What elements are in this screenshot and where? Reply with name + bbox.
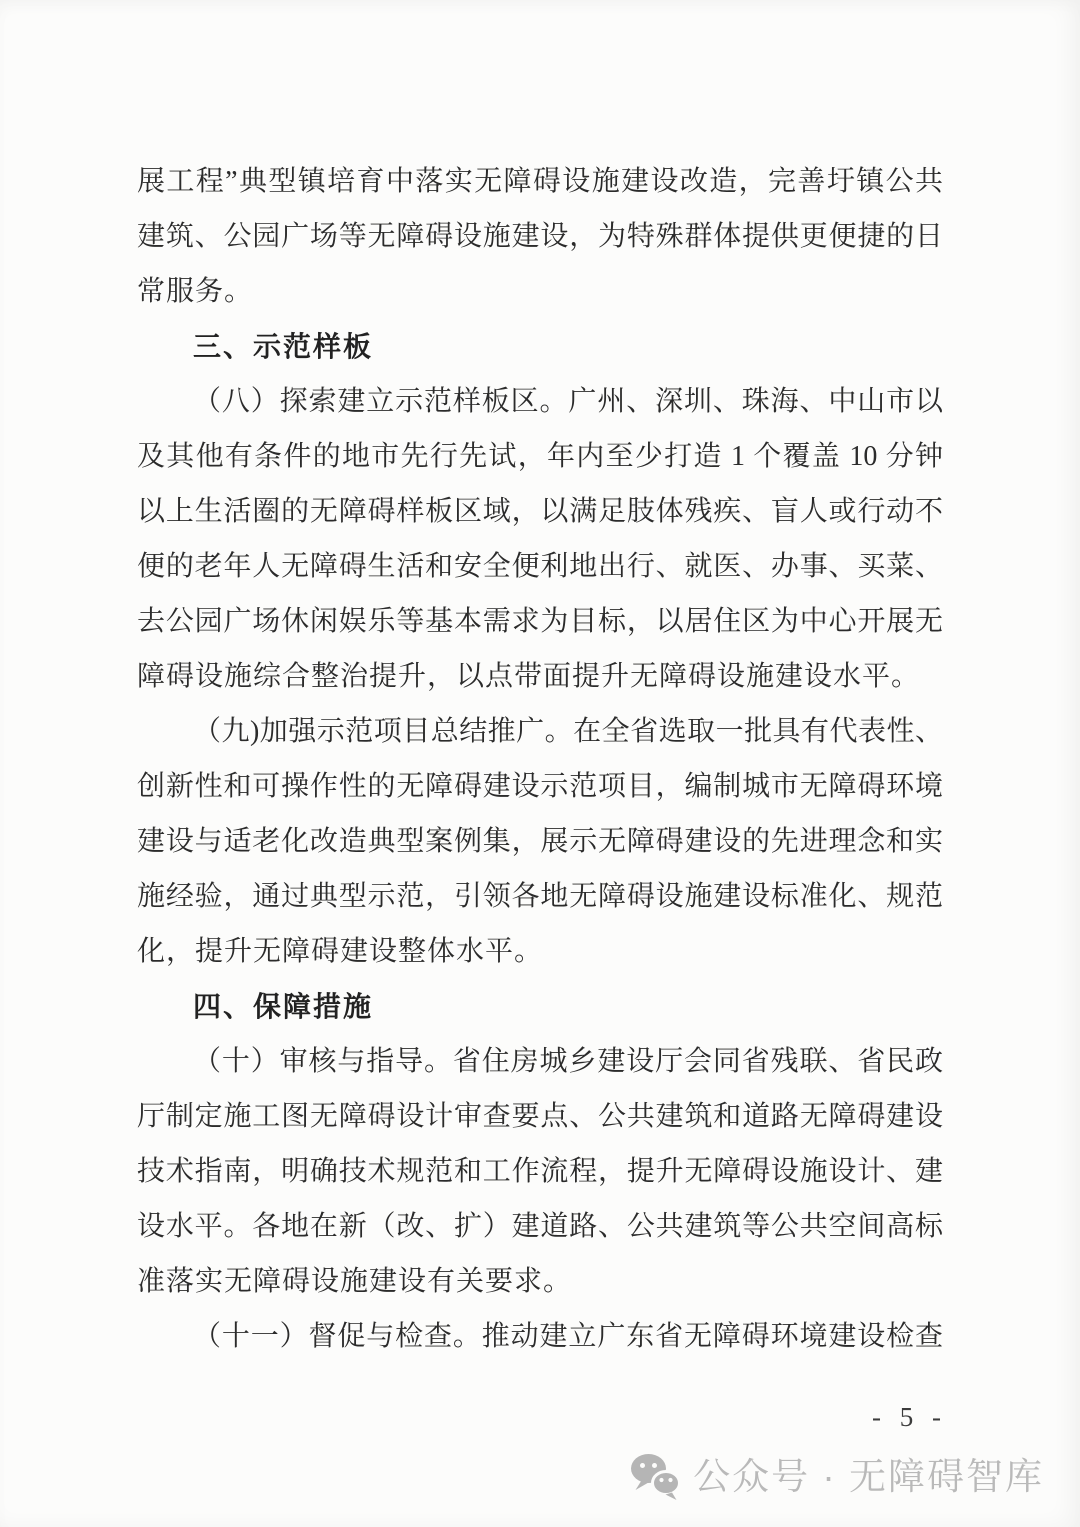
text-line: 施经验，通过典型示范，引领各地无障碍设施建设标准化、规范 [137, 881, 943, 912]
text-line: （十一）督促与检查。推动建立广东省无障碍环境建设检查 [193, 1321, 943, 1352]
wechat-icon [629, 1452, 681, 1500]
text-line: 常服务。 [137, 276, 254, 307]
text-line: （十）审核与指导。省住房城乡建设厅会同省残联、省民政 [193, 1046, 943, 1077]
text-line: 四、保障措施 [193, 991, 374, 1022]
text-line: 技术指南，明确技术规范和工作流程，提升无障碍设施设计、建 [137, 1156, 943, 1187]
document-body [137, 154, 943, 1364]
watermark-label: 公众号 · 无障碍智库 [693, 1455, 1044, 1497]
text-line: 设水平。各地在新（改、扩）建道路、公共建筑等公共空间高标 [137, 1211, 943, 1242]
text-line: 建筑、公园广场等无障碍设施建设，为特殊群体提供更便捷的日 [137, 221, 943, 252]
text-line: 化，提升无障碍建设整体水平。 [137, 936, 544, 967]
text-line: 准落实无障碍设施建设有关要求。 [137, 1266, 573, 1297]
text-line: 厅制定施工图无障碍设计审查要点、公共建筑和道路无障碍建设 [137, 1101, 943, 1132]
text-line: 去公园广场休闲娱乐等基本需求为目标，以居住区为中心开展无 [137, 606, 943, 637]
text-line: 三、示范样板 [193, 331, 374, 362]
text-line: 便的老年人无障碍生活和安全便利地出行、就医、办事、买菜、 [137, 551, 943, 582]
text-line: （八）探索建立示范样板区。广州、深圳、珠海、中山市以 [193, 386, 943, 417]
text-line: 及其他有条件的地市先行先试，年内至少打造 1 个覆盖 10 分钟 [137, 441, 943, 472]
text-line: 障碍设施综合整治提升，以点带面提升无障碍设施建设水平。 [137, 661, 921, 692]
page-number: - 5 - [872, 1402, 947, 1432]
text-line: 以上生活圈的无障碍样板区域，以满足肢体残疾、盲人或行动不 [137, 496, 943, 527]
text-line: 建设与适老化改造典型案例集，展示无障碍建设的先进理念和实 [137, 826, 943, 857]
text-line: （九)加强示范项目总结推广。在全省选取一批具有代表性、 [193, 716, 943, 747]
text-line: 创新性和可操作性的无障碍建设示范项目，编制城市无障碍环境 [137, 771, 943, 802]
text-line: 展工程”典型镇培育中落实无障碍设施建设改造，完善圩镇公共 [137, 166, 943, 197]
wechat-watermark [629, 1452, 1044, 1500]
